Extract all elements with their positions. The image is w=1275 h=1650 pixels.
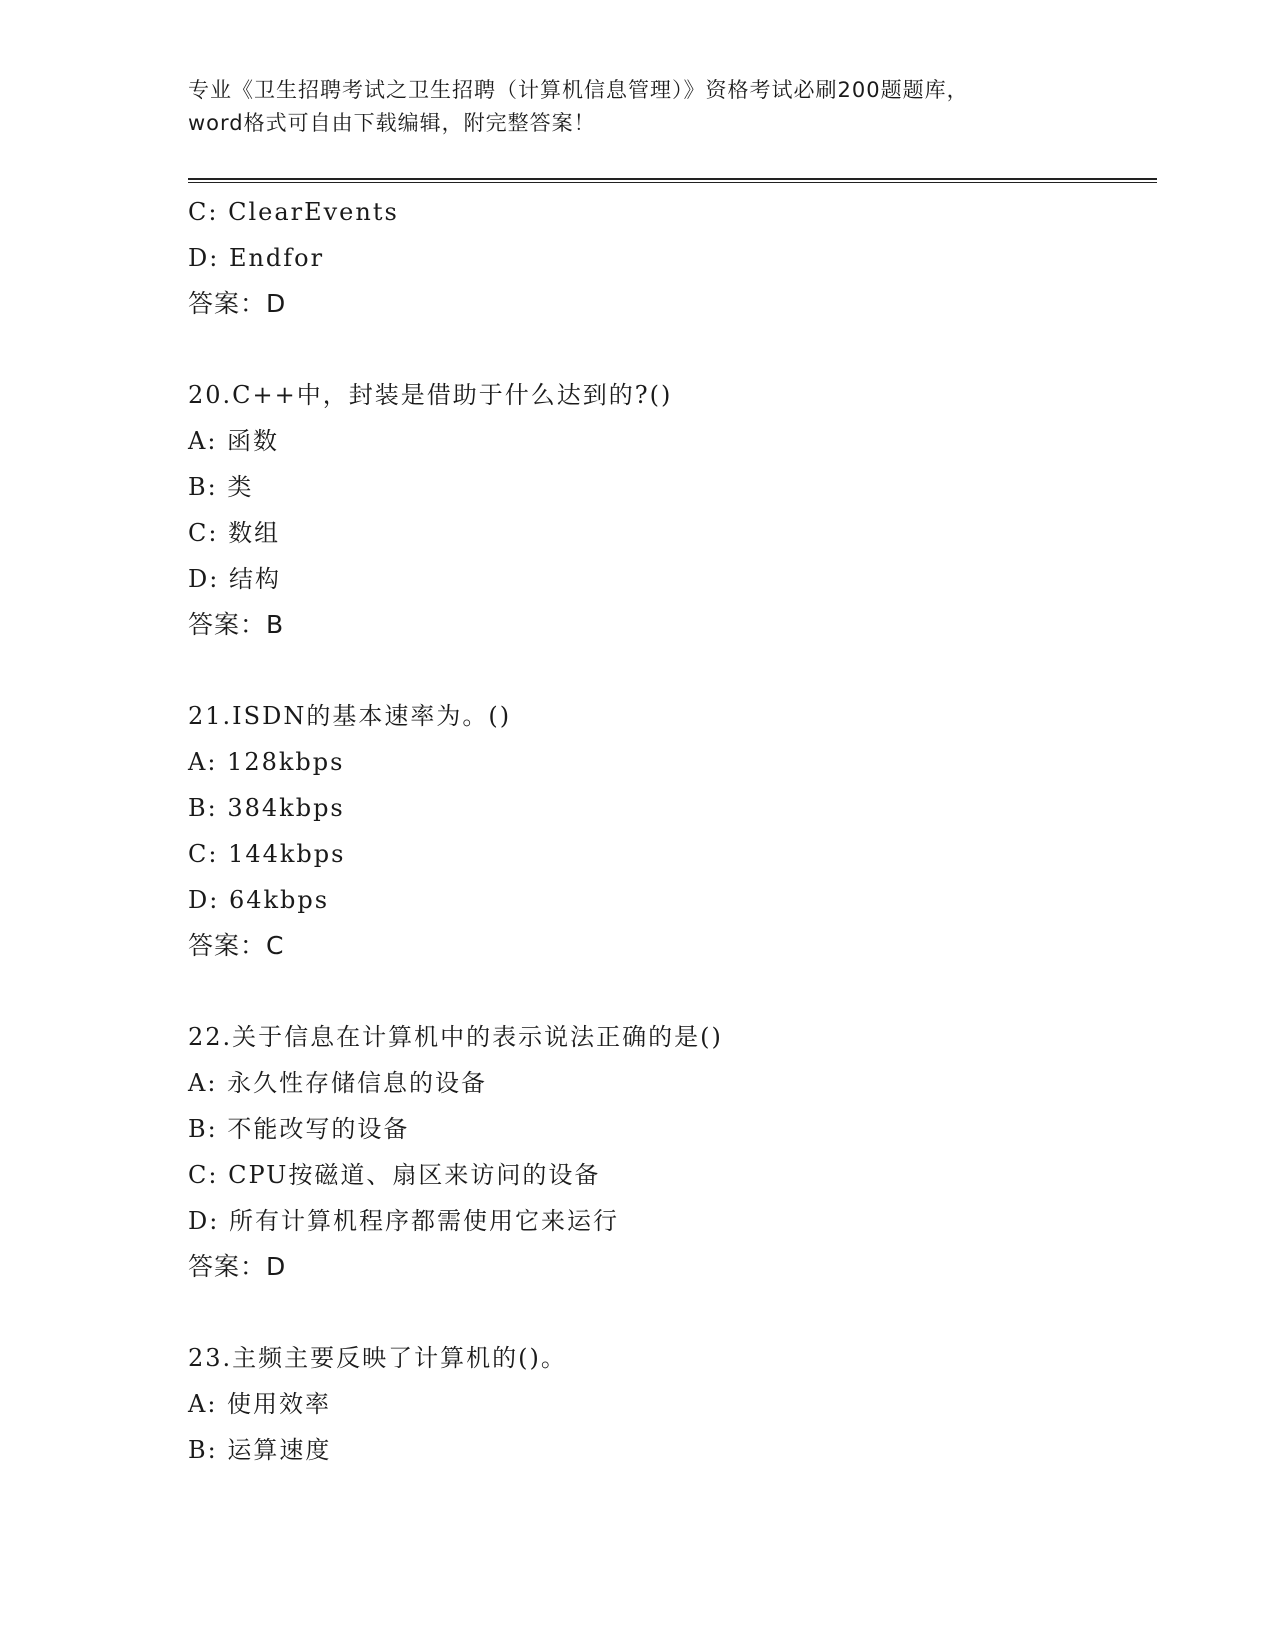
document-header: [188, 74, 1088, 140]
answer-line: 答案：B: [188, 610, 285, 639]
option-c: C: 144kbps: [188, 840, 346, 868]
question-text: 20.C++中，封装是借助于什么达到的?(): [188, 381, 673, 409]
question-block-21: [188, 693, 1157, 969]
header-title-line-1: 专业《卫生招聘考试之卫生招聘（计算机信息管理）》资格考试必刷200题题库，: [188, 78, 969, 102]
option-a: A: 永久性存储信息的设备: [188, 1069, 488, 1097]
option-d: D: 64kbps: [188, 886, 330, 914]
answer-line: 答案：C: [188, 931, 285, 960]
answer-line: 答案：D: [188, 289, 287, 318]
option-b: B: 运算速度: [188, 1436, 332, 1464]
option-c: C: CPU按磁道、扇区来访问的设备: [188, 1161, 601, 1189]
option-b: B: 384kbps: [188, 794, 345, 822]
option-b: B: 不能改写的设备: [188, 1115, 410, 1143]
option-a: A: 128kbps: [188, 748, 345, 776]
question-block-22: [188, 1014, 1157, 1290]
question-list: [188, 189, 1157, 1473]
question-block-20: [188, 372, 1157, 648]
answer-line: 答案：D: [188, 1252, 287, 1281]
option-a: A: 使用效率: [188, 1390, 332, 1418]
option-a: A: 函数: [188, 427, 280, 455]
question-text: 23.主频主要反映了计算机的()。: [188, 1344, 567, 1372]
question-block-19-tail: [188, 189, 1157, 327]
option-d: D: Endfor: [188, 244, 325, 272]
option-d: D: 结构: [188, 565, 281, 593]
option-d: D: 所有计算机程序都需使用它来运行: [188, 1207, 619, 1235]
question-text: 21.ISDN的基本速率为。(): [188, 702, 512, 730]
question-block-23: [188, 1335, 1157, 1473]
option-c: C: ClearEvents: [188, 198, 399, 226]
option-c: C: 数组: [188, 519, 281, 547]
question-text: 22.关于信息在计算机中的表示说法正确的是(): [188, 1023, 723, 1051]
option-b: B: 类: [188, 473, 254, 501]
header-title-line-2: word格式可自由下载编辑，附完整答案！: [188, 111, 596, 135]
header-divider: [188, 178, 1157, 183]
